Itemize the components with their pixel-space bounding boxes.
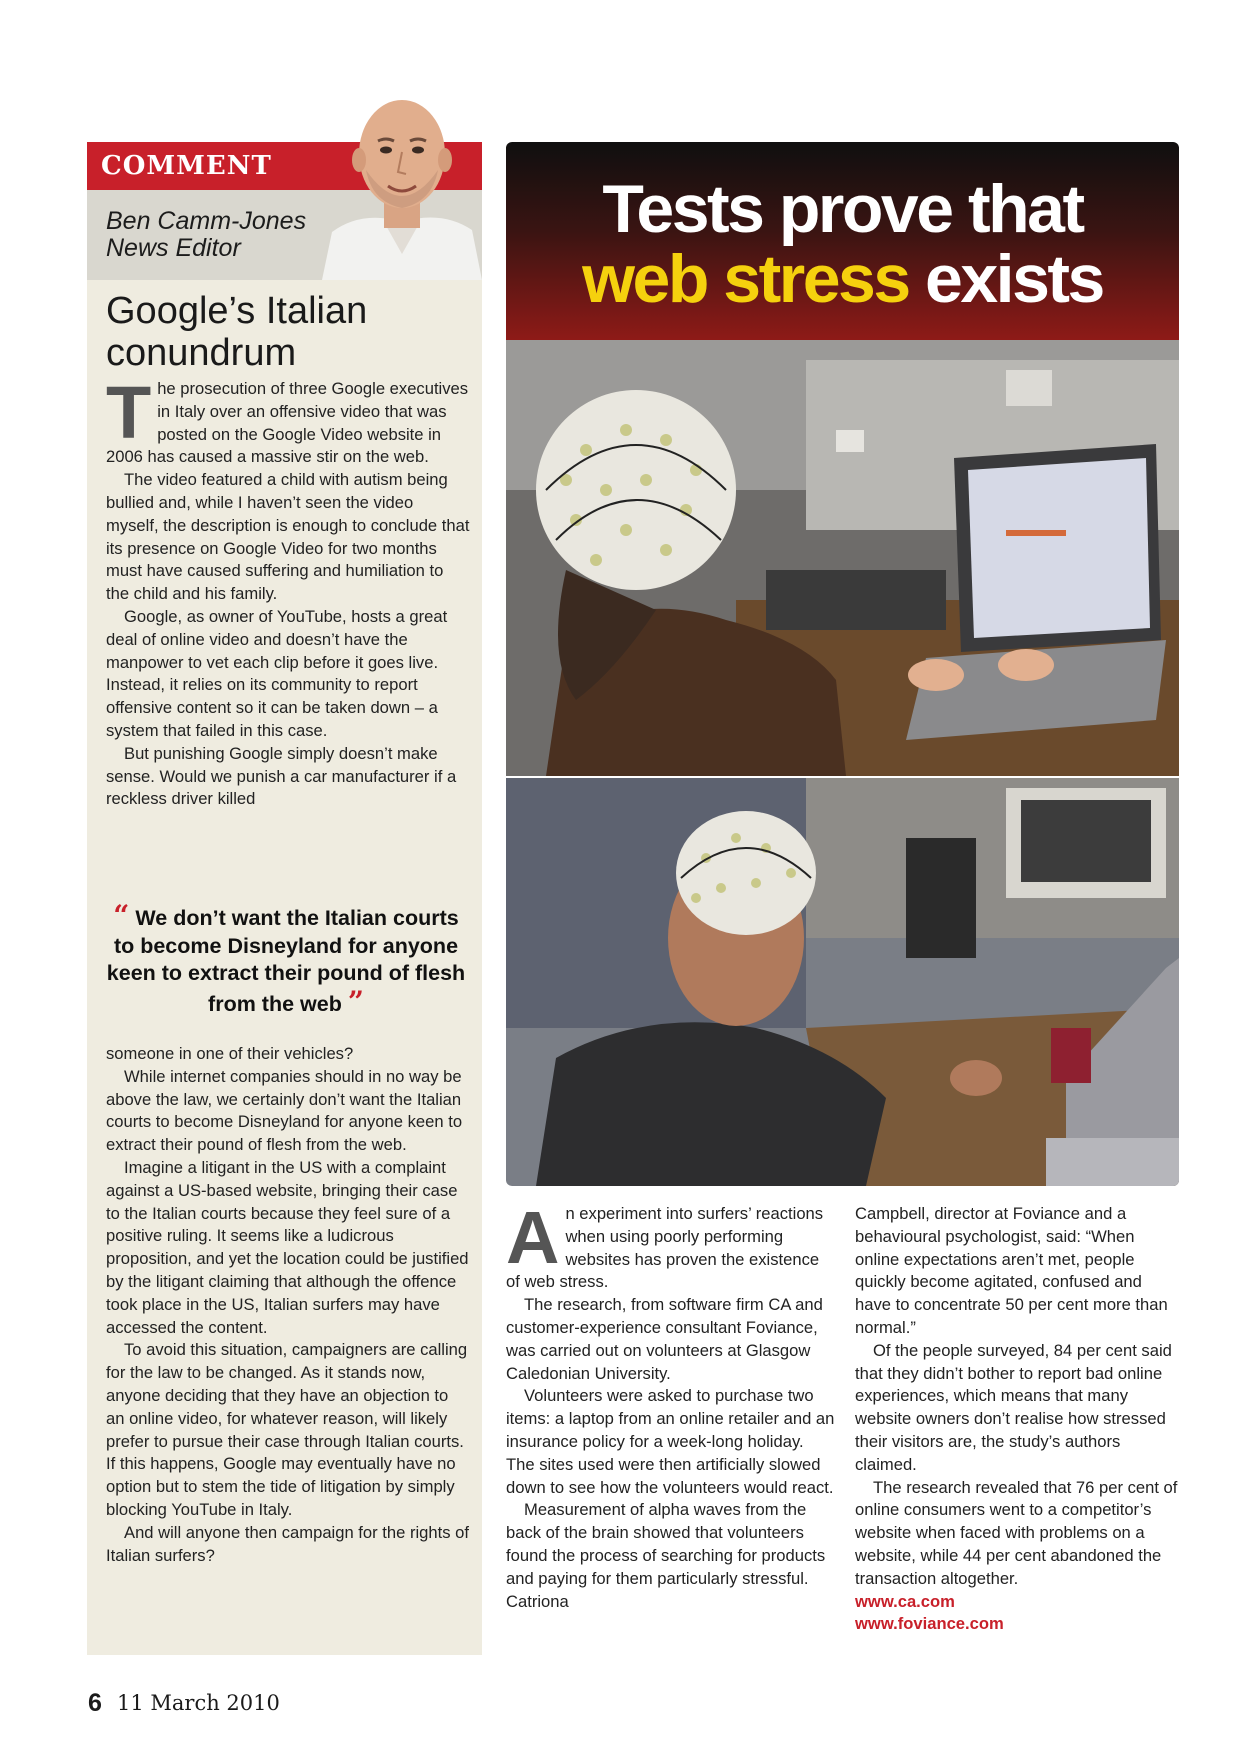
pull-quote-text: We don’t want the Italian courts to become Disneyland for anyone keen to extract their pound of flesh from the web (106, 906, 466, 1016)
comment-body-part-1 (106, 371, 470, 811)
article-column-2 (855, 1203, 1179, 1636)
link-foviance[interactable]: www.foviance.com (855, 1614, 1004, 1634)
link-ca[interactable]: www.ca.com (855, 1591, 955, 1611)
headline-rest: exists (908, 241, 1103, 317)
page-number: 6 (88, 1689, 102, 1717)
article-paragraph: The research revealed that 76 per cent of online consumers went to a competitor’s website when faced with problems on a website, while 44 per cent abandoned the transaction altogether. (855, 1477, 1178, 1588)
comment-paragraph: While internet companies should in no way be above the law, we certainly don’t want the Italian courts to become Disneyland for anyone keen to extract their pound of flesh from the web. (106, 1066, 463, 1155)
article-paragraph: Campbell, director at Foviance and a behavioural psychologist, said: “When online expectations aren’t met, people quickly become agitated, confused and have to concentrate 50 per cent more than normal.” (855, 1204, 1168, 1337)
headline-highlight: web stress (582, 241, 909, 317)
feature-headline-line-1: Tests prove that (602, 171, 1083, 247)
comment-paragraph: someone in one of their vehicles? (106, 1044, 354, 1063)
feature-headline-banner (506, 142, 1179, 340)
close-quote-icon: ” (347, 984, 364, 1018)
author-name: Ben Camm-Jones (106, 207, 307, 235)
article-paragraph: The research, from software firm CA and customer-experience consultant Foviance, was carried out on volunteers at Glasgow Caledonian University. (506, 1295, 823, 1383)
article-paragraph: An experiment into surfers’ reactions when using poorly performing websites has proven the existence of web stress. (506, 1196, 824, 1292)
feature-headline-line-2 (506, 240, 1179, 318)
article-column-1 (506, 1196, 836, 1613)
article-paragraph: Volunteers were asked to purchase two items: a laptop from an online retailer and an insurance policy for a week-long holiday. The sites used were then artificially slowed down to see how the volunteers would react. (506, 1386, 835, 1497)
author-portrait (322, 82, 482, 280)
comment-paragraph: To avoid this situation, campaigners are calling for the law to be changed. As it stands now, anyone deciding that they have an objection to an online video, for whatever reason, will likely prefer to pursue their case through Italian courts. If this happens, Google may eventually have no option but to stem the tide of litigation by simply blocking YouTube in Italy. (106, 1340, 468, 1519)
comment-paragraph: But punishing Google simply doesn’t make sense. Would we punish a car manufacturer if a reckless driver killed (106, 743, 457, 809)
comment-paragraph: And will anyone then campaign for the rights of Italian surfers? (106, 1522, 469, 1565)
comment-headline: Google’s Italian conundrum (106, 290, 368, 374)
comment-paragraph: The video featured a child with autism being bullied and, while I haven’t seen the video myself, the description is enough to conclude that its presence on Google Video for two months must have caused suffering and humiliation to the child and his family. (106, 470, 470, 604)
comment-paragraph: The prosecution of three Google executives in Italy over an offensive video that was posted on the Google Video website in 2006 has caused a massive stir on the web. (106, 371, 469, 467)
article-paragraph: Measurement of alpha waves from the back of the brain showed that volunteers found the process of searching for products and paying for them particularly stressful. Catriona (506, 1500, 826, 1611)
photo-woman-eeg-test (506, 340, 1179, 776)
open-quote-icon: “ (113, 899, 130, 932)
photo-man-eeg-test (506, 778, 1179, 1186)
article-paragraph: Of the people surveyed, 84 per cent said that they didn’t bother to report bad online experiences, which means that many website owners don’t realise how stressed their visitors are, the study’s authors claimed. (855, 1340, 1172, 1474)
pull-quote (106, 899, 466, 1018)
comment-paragraph: Google, as owner of YouTube, hosts a great deal of online video and doesn’t have the manpower to vet each clip before it goes live. Instead, it relies on its community to report offensive content so it can be taken down – a system that failed in this case. (106, 606, 448, 740)
comment-paragraph: Imagine a litigant in the US with a complaint against a US-based website, bringing their case to the Italian courts because they feel sure of a positive ruling. It seems like a ludicrous proposition, and yet the location could be justified by the litigant claiming that although the offence took place in the US, Italian surfers may have accessed the content. (106, 1157, 469, 1337)
author-title: News Editor (106, 234, 241, 262)
issue-date: 11 March 2010 (117, 1691, 280, 1715)
comment-body-part-2 (106, 1043, 470, 1567)
comment-label: COMMENT (101, 151, 272, 181)
